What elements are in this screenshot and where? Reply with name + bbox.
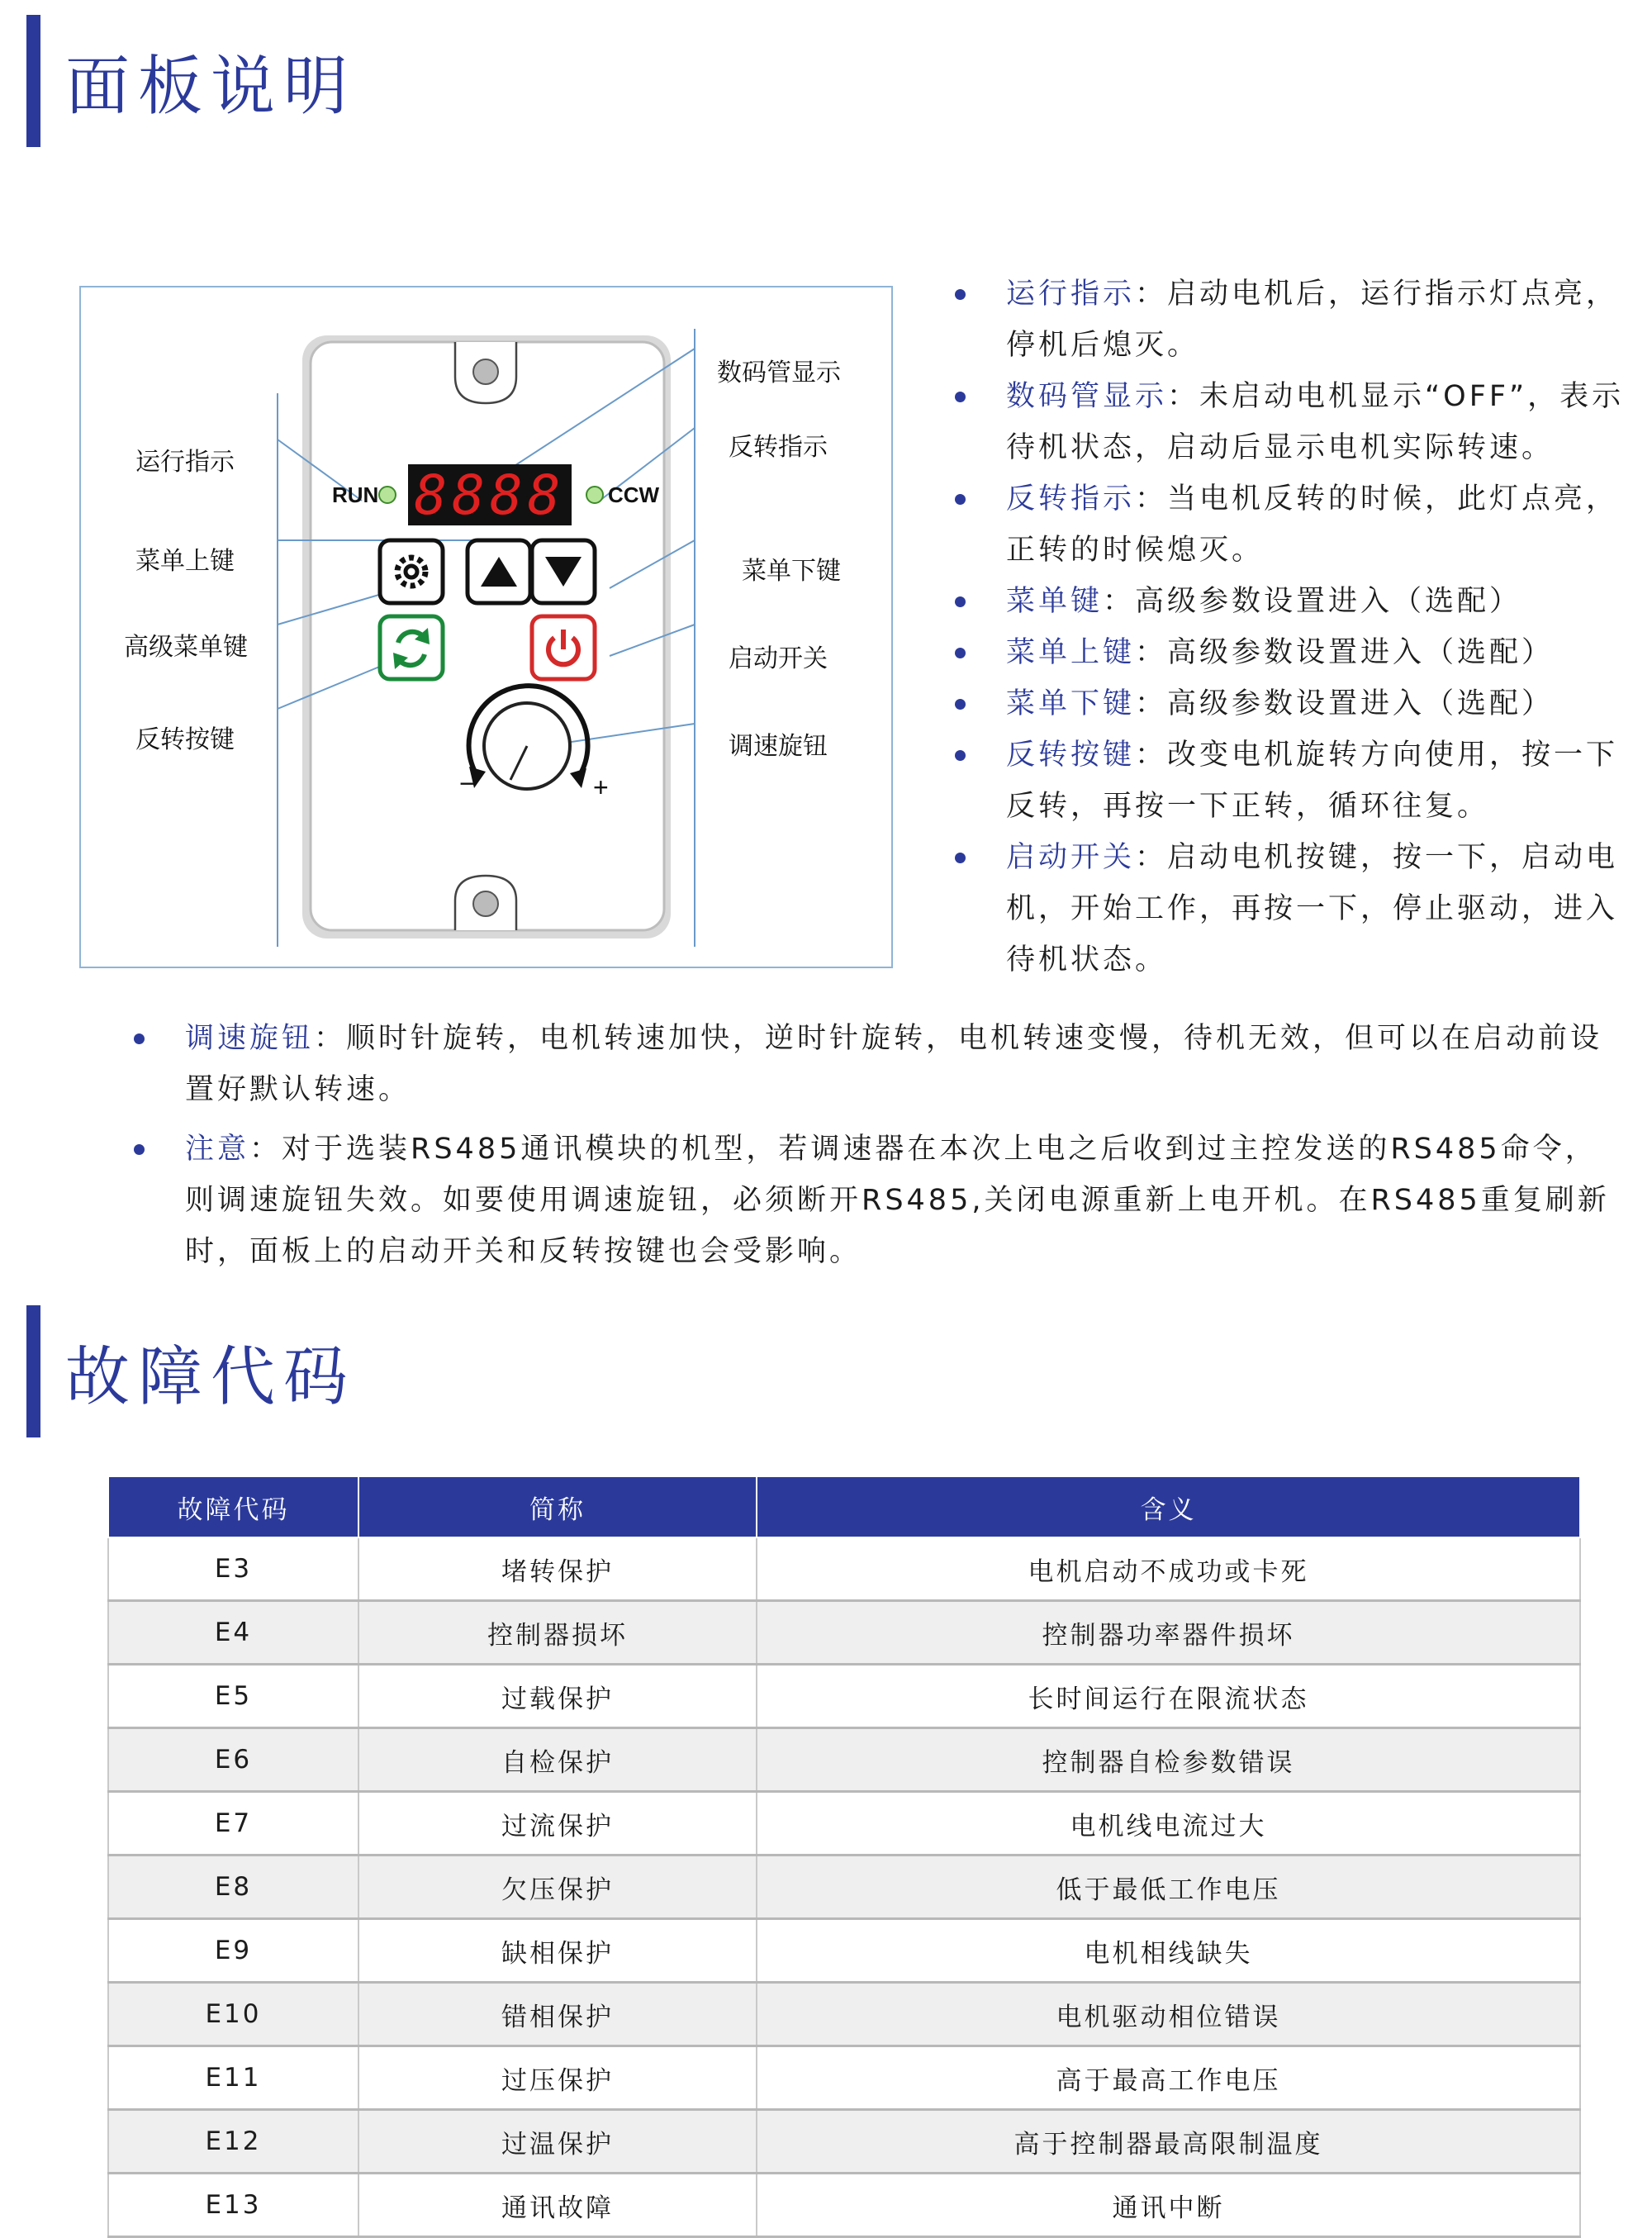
section-title: 故障代码	[65, 1340, 357, 1414]
list-item: 反转按键：改变电机旋转方向使用，按一下反转，再按一下正转，循环往复。	[1006, 729, 1634, 832]
reverse-button	[380, 616, 443, 679]
cell-name: 通讯故障	[358, 2174, 757, 2237]
list-item: 注意：对于选装RS485通讯模块的机型，若调速器在本次上电之后收到过主控发送的RS485命令，则调速旋钮失效。如要使用调速旋钮，必须断开RS485,关闭电源重新上电开机。在RS485重复刷新时，面板上的启动开关和反转按键也会受影响。	[185, 1124, 1622, 1277]
label-reverse-button: 反转按键	[135, 725, 235, 754]
run-led	[379, 487, 396, 503]
minus-sign: −	[459, 768, 476, 800]
fault-code-table	[107, 1475, 1581, 2238]
column-header: 故障代码	[108, 1476, 358, 1537]
cell-meaning: 低于最低工作电压	[757, 1855, 1580, 1919]
label-start-switch: 启动开关	[729, 644, 828, 673]
bottom-screw-hole	[473, 891, 498, 916]
notes-list	[185, 1013, 1622, 1285]
panel-description-list	[1006, 268, 1634, 986]
cell-meaning: 控制器功率器件损坏	[757, 1601, 1580, 1665]
list-item: 调速旋钮：顺时针旋转，电机转速加快，逆时针旋转，电机转速变慢，待机无效，但可以在启动前设置好默认转速。	[185, 1013, 1622, 1115]
label-run-indicator: 运行指示	[135, 448, 235, 477]
table-row	[108, 2110, 1580, 2174]
cell-name: 过压保护	[358, 2046, 757, 2110]
cell-name: 错相保护	[358, 1983, 757, 2046]
cell-name: 过载保护	[358, 1665, 757, 1728]
cell-name: 堵转保护	[358, 1537, 757, 1601]
label-reverse-indicator: 反转指示	[729, 433, 828, 462]
table-row	[108, 1792, 1580, 1855]
section-title: 面板说明	[65, 50, 357, 124]
list-item: 菜单键：高级参数设置进入（选配）	[1006, 576, 1634, 627]
table-row	[108, 1919, 1580, 1983]
display-digits: 8888	[414, 463, 566, 527]
cell-name: 自检保护	[358, 1728, 757, 1792]
label-menu-down: 菜单下键	[742, 557, 841, 586]
cell-meaning: 高于最高工作电压	[757, 2046, 1580, 2110]
cell-meaning: 电机驱动相位错误	[757, 1983, 1580, 2046]
list-item: 反转指示：当电机反转的时候，此灯点亮，正转的时候熄灭。	[1006, 473, 1634, 576]
cell-code: E7	[108, 1792, 358, 1855]
table-row	[108, 2046, 1580, 2110]
table-header-row	[108, 1476, 1580, 1537]
run-text: RUN	[332, 482, 379, 507]
table-row	[108, 1855, 1580, 1919]
list-item: 菜单上键：高级参数设置进入（选配）	[1006, 627, 1634, 678]
label-menu-up: 菜单上键	[135, 547, 235, 576]
plus-sign: +	[593, 772, 609, 802]
cell-code: E4	[108, 1601, 358, 1665]
cell-code: E5	[108, 1665, 358, 1728]
table-row	[108, 1728, 1580, 1792]
cell-meaning: 长时间运行在限流状态	[757, 1665, 1580, 1728]
cell-code: E10	[108, 1983, 358, 2046]
list-item: 启动开关：启动电机按键，按一下，启动电机，开始工作，再按一下，停止驱动，进入待机状态。	[1006, 832, 1634, 986]
table-row	[108, 1665, 1580, 1728]
label-digital-display: 数码管显示	[717, 359, 841, 387]
cell-code: E8	[108, 1855, 358, 1919]
cell-meaning: 控制器自检参数错误	[757, 1728, 1580, 1792]
cell-name: 过温保护	[358, 2110, 757, 2174]
cell-meaning: 通讯中断	[757, 2174, 1580, 2237]
cell-name: 欠压保护	[358, 1855, 757, 1919]
cell-meaning: 电机线电流过大	[757, 1792, 1580, 1855]
ccw-text: CCW	[608, 482, 660, 507]
section-accent-bar	[26, 15, 40, 147]
table-row	[108, 2174, 1580, 2237]
cell-code: E6	[108, 1728, 358, 1792]
cell-name: 控制器损坏	[358, 1601, 757, 1665]
column-header: 简称	[358, 1476, 757, 1537]
cell-code: E9	[108, 1919, 358, 1983]
table-row	[108, 1983, 1580, 2046]
cell-code: E3	[108, 1537, 358, 1601]
label-speed-knob: 调速旋钮	[729, 732, 828, 761]
cell-meaning: 高于控制器最高限制温度	[757, 2110, 1580, 2174]
ccw-led	[586, 487, 603, 503]
cell-code: E12	[108, 2110, 358, 2174]
column-header: 含义	[757, 1476, 1580, 1537]
cell-name: 过流保护	[358, 1792, 757, 1855]
section-header-fault	[26, 1305, 356, 1437]
section-header-panel	[26, 15, 356, 147]
table-row	[108, 1601, 1580, 1665]
top-screw-hole	[473, 359, 498, 384]
list-item: 数码管显示：未启动电机显示“OFF”，表示待机状态，启动后显示电机实际转速。	[1006, 371, 1634, 473]
label-advanced-menu: 高级菜单键	[124, 633, 248, 662]
cell-name: 缺相保护	[358, 1919, 757, 1983]
list-item: 运行指示：启动电机后，运行指示灯点亮，停机后熄灭。	[1006, 268, 1634, 371]
list-item: 菜单下键：高级参数设置进入（选配）	[1006, 678, 1634, 729]
table-row	[108, 1537, 1580, 1601]
cell-code: E13	[108, 2174, 358, 2237]
panel-face	[311, 342, 664, 930]
menu-button	[380, 540, 443, 603]
cell-meaning: 电机相线缺失	[757, 1919, 1580, 1983]
cell-code: E11	[108, 2046, 358, 2110]
cell-meaning: 电机启动不成功或卡死	[757, 1537, 1580, 1601]
section-accent-bar	[26, 1305, 40, 1437]
panel-diagram	[79, 286, 893, 968]
